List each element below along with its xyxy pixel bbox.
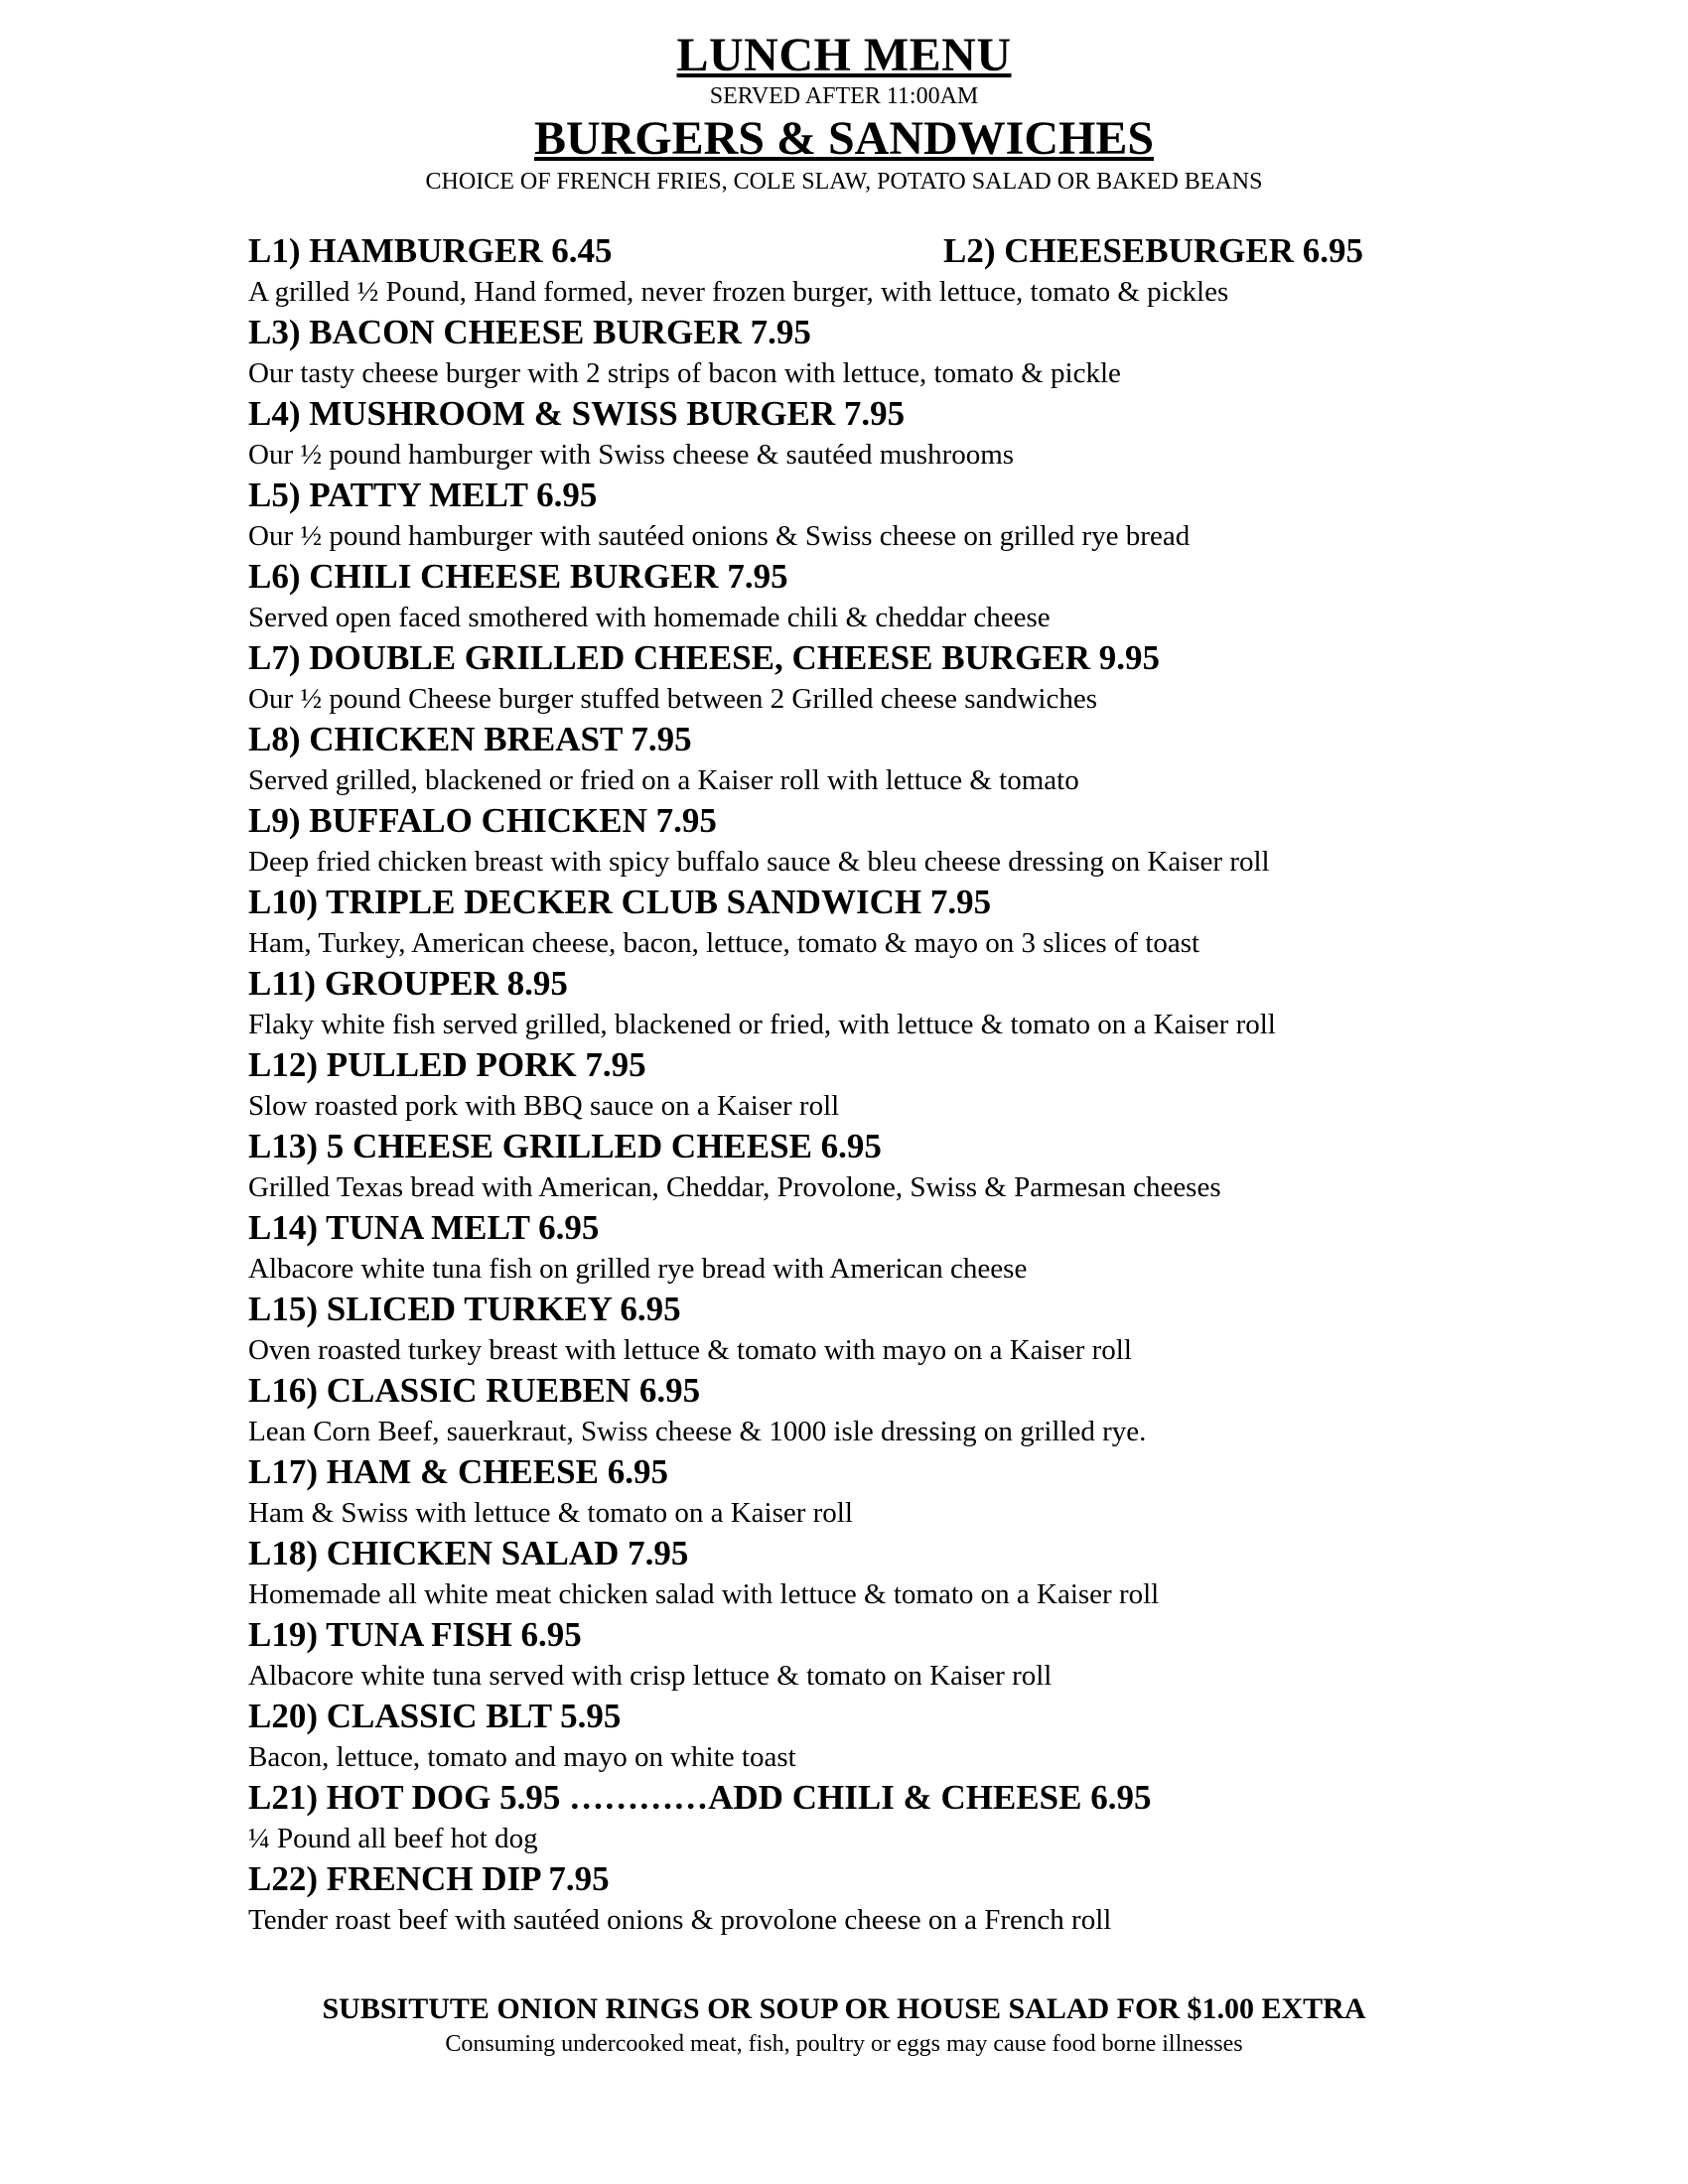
menu-item-list (248, 230, 1569, 1940)
menu-item-description: Served grilled, blackened or fried on a Kaiser roll with lettuce & tomato (248, 764, 1079, 796)
menu-item (248, 637, 1569, 719)
menu-item-description: Oven roasted turkey breast with lettuce & tomato with mayo on a Kaiser roll (248, 1334, 1132, 1366)
served-after-note: SERVED AFTER 11:00AM (709, 83, 979, 109)
menu-item (248, 230, 1569, 312)
menu-item-name: L21) HOT DOG 5.95 …………ADD CHILI & CHEESE 6.95 (248, 1778, 1152, 1817)
menu-item (248, 1614, 1569, 1696)
menu-item (248, 556, 1569, 637)
menu-item-description: Slow roasted pork with BBQ sauce on a Kaiser roll (248, 1090, 840, 1122)
menu-item-name: L12) PULLED PORK 7.95 (248, 1045, 646, 1084)
menu-title: LUNCH MENU (676, 29, 1012, 81)
menu-item-name: L5) PATTY MELT 6.95 (248, 476, 598, 514)
menu-item-name: L6) CHILI CHEESE BURGER 7.95 (248, 557, 788, 596)
menu-item-name (248, 230, 1569, 272)
menu-item-name: L4) MUSHROOM & SWISS BURGER 7.95 (248, 394, 906, 433)
menu-item-name: L17) HAM & CHEESE 6.95 (248, 1452, 668, 1491)
menu-item-name: L14) TUNA MELT 6.95 (248, 1208, 600, 1247)
menu-item-name: L19) TUNA FISH 6.95 (248, 1615, 582, 1654)
menu-item-name: L13) 5 CHEESE GRILLED CHEESE 6.95 (248, 1127, 882, 1165)
menu-item (248, 1858, 1569, 1940)
menu-item-name: L3) BACON CHEESE BURGER 7.95 (248, 313, 811, 351)
menu-item (248, 1451, 1569, 1533)
menu-item-name: L11) GROUPER 8.95 (248, 964, 568, 1003)
menu-item (248, 1126, 1569, 1207)
menu-item (248, 1044, 1569, 1126)
menu-item-name: L15) SLICED TURKEY 6.95 (248, 1290, 681, 1328)
menu-item (248, 312, 1569, 393)
menu-item-name: L16) CLASSIC RUEBEN 6.95 (248, 1371, 701, 1410)
section-title: BURGERS & SANDWICHES (533, 112, 1155, 165)
menu-item-description: Homemade all white meat chicken salad with lettuce & tomato on a Kaiser roll (248, 1578, 1160, 1610)
menu-item-description: Grilled Texas bread with American, Cheddar, Provolone, Swiss & Parmesan cheeses (248, 1171, 1221, 1203)
menu-item (248, 1289, 1569, 1370)
section-sides-note: CHOICE OF FRENCH FRIES, COLE SLAW, POTATO SALAD OR BAKED BEANS (425, 169, 1263, 195)
menu-item-name-primary: L1) HAMBURGER 6.45 (248, 231, 613, 270)
menu-item (248, 719, 1569, 800)
menu-item-description: Flaky white fish served grilled, blackened or fried, with lettuce & tomato on a Kaiser roll (248, 1009, 1276, 1040)
menu-item (248, 1533, 1569, 1614)
menu-item (248, 882, 1569, 963)
menu-item-description: Our ½ pound hamburger with Swiss cheese & sautéed mushrooms (248, 439, 1015, 471)
menu-item (248, 1696, 1569, 1777)
menu-item-description: Served open faced smothered with homemade chili & cheddar cheese (248, 602, 1051, 633)
menu-item-description: Albacore white tuna served with crisp lettuce & tomato on Kaiser roll (248, 1660, 1053, 1692)
menu-item-name: L18) CHICKEN SALAD 7.95 (248, 1534, 689, 1572)
menu-item-description: A grilled ½ Pound, Hand formed, never frozen burger, with lettuce, tomato & pickles (248, 276, 1229, 308)
menu-item-description: Lean Corn Beef, sauerkraut, Swiss cheese & 1000 isle dressing on grilled rye. (248, 1416, 1147, 1447)
menu-item-description: Our tasty cheese burger with 2 strips of bacon with lettuce, tomato & pickle (248, 357, 1121, 389)
menu-item-description: Our ½ pound Cheese burger stuffed between 2 Grilled cheese sandwiches (248, 683, 1097, 715)
menu-item-description: Ham & Swiss with lettuce & tomato on a Kaiser roll (248, 1497, 853, 1529)
menu-item (248, 1207, 1569, 1289)
menu-item-name: L20) CLASSIC BLT 5.95 (248, 1697, 622, 1735)
menu-item (248, 800, 1569, 882)
menu-item-name: L8) CHICKEN BREAST 7.95 (248, 720, 692, 758)
menu-item (248, 963, 1569, 1044)
menu-item-description: Ham, Turkey, American cheese, bacon, lettuce, tomato & mayo on 3 slices of toast (248, 927, 1200, 959)
menu-item-description: Albacore white tuna fish on grilled rye bread with American cheese (248, 1253, 1028, 1285)
menu-item-name: L10) TRIPLE DECKER CLUB SANDWICH 7.95 (248, 883, 992, 921)
menu-item-description: Bacon, lettuce, tomato and mayo on white toast (248, 1741, 796, 1773)
health-warning: Consuming undercooked meat, fish, poultry or eggs may cause food borne illnesses (445, 2031, 1243, 2057)
menu-item (248, 1777, 1569, 1858)
menu-item-name-secondary: L2) CHEESEBURGER 6.95 (943, 231, 1363, 270)
menu-item-description: Tender roast beef with sautéed onions & provolone cheese on a French roll (248, 1904, 1112, 1936)
menu-item-description: Deep fried chicken breast with spicy buffalo sauce & bleu cheese dressing on Kaiser roll (248, 846, 1270, 878)
menu-item (248, 475, 1569, 556)
substitution-note: SUBSITUTE ONION RINGS OR SOUP OR HOUSE SALAD FOR $1.00 EXTRA (322, 1992, 1366, 2025)
menu-item-name: L7) DOUBLE GRILLED CHEESE, CHEESE BURGER 9.95 (248, 638, 1160, 677)
menu-item (248, 1370, 1569, 1451)
menu-item-name: L9) BUFFALO CHICKEN 7.95 (248, 801, 717, 840)
menu-item (248, 393, 1569, 475)
menu-item-description: Our ½ pound hamburger with sautéed onions & Swiss cheese on grilled rye bread (248, 520, 1191, 552)
menu-item-name: L22) FRENCH DIP 7.95 (248, 1859, 610, 1898)
menu-item-description: ¼ Pound all beef hot dog (248, 1823, 538, 1854)
